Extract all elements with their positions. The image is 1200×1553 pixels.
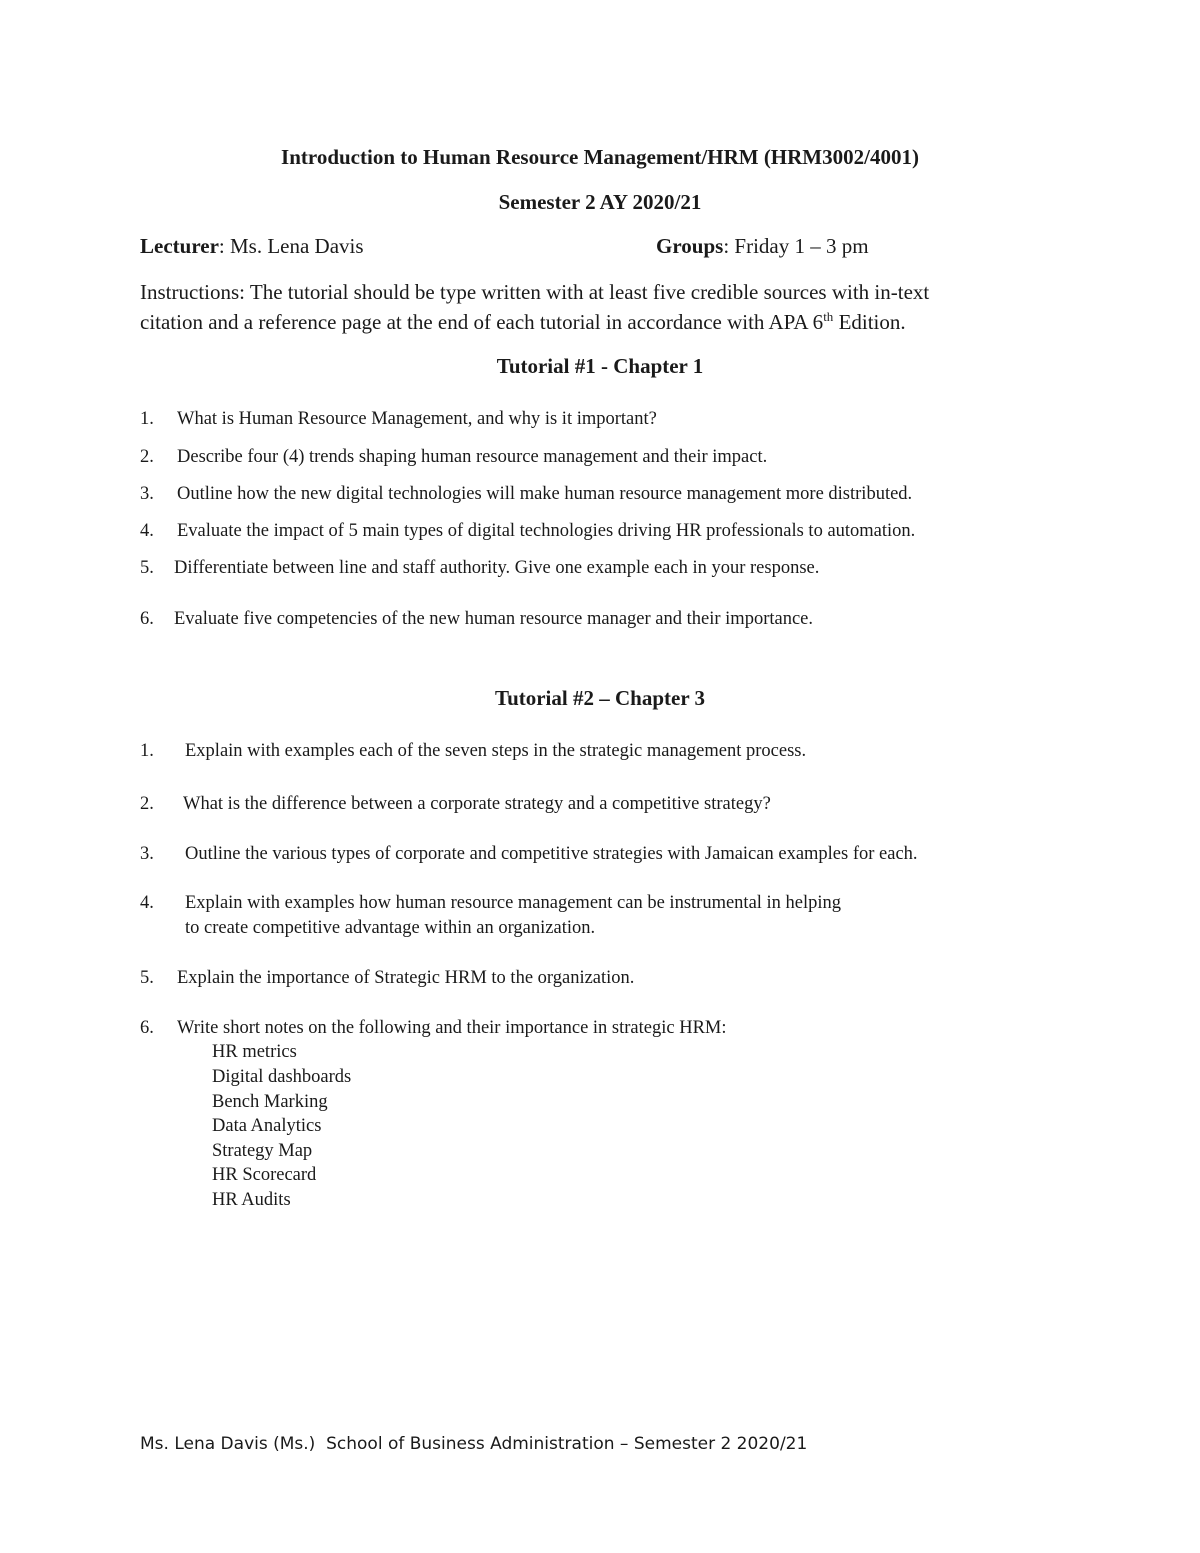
list-item (140, 558, 820, 579)
instructions-line-1: Instructions: The tutorial should be type written with at least five credible sources with in-text (140, 280, 930, 304)
document-title: Introduction to Human Resource Management/HRM (HRM3002/4001) (281, 145, 919, 169)
list-item (140, 741, 807, 762)
item-number: 3. (140, 844, 154, 864)
list-item (140, 844, 918, 865)
item-text: Explain the importance of Strategic HRM to the organization. (177, 968, 635, 988)
sub-item: Digital dashboards (212, 1067, 352, 1087)
sub-item: Strategy Map (212, 1141, 313, 1161)
item-text: Write short notes on the following and their importance in strategic HRM: (177, 1018, 727, 1038)
item-number: 6. (140, 609, 154, 629)
groups-label: Groups (656, 234, 724, 258)
item-number: 6. (140, 1018, 154, 1038)
instructions-superscript: th (823, 309, 834, 324)
sub-item: HR Scorecard (212, 1165, 317, 1185)
item-text: Explain with examples each of the seven steps in the strategic management process. (185, 741, 807, 761)
sub-item: Bench Marking (212, 1092, 328, 1112)
item-text: Outline the various types of corporate and competitive strategies with Jamaican examples for each. (185, 844, 918, 864)
sub-item: HR Audits (212, 1190, 291, 1210)
item-number: 1. (140, 409, 154, 429)
item-text: Explain with examples how human resource management can be instrumental in helping (185, 893, 842, 913)
item-text: Differentiate between line and staff authority. Give one example each in your response. (174, 558, 820, 578)
list-item (140, 968, 635, 989)
item-text: Outline how the new digital technologies will make human resource management more distributed. (177, 484, 913, 504)
list-item (140, 794, 771, 815)
tutorial-1-heading: Tutorial #1 - Chapter 1 (496, 354, 704, 378)
list-item (140, 409, 657, 430)
item-number: 4. (140, 521, 154, 541)
item-number: 5. (140, 968, 154, 988)
item-text: Evaluate the impact of 5 main types of digital technologies driving HR professionals to automation. (177, 521, 916, 541)
page-footer: Ms. Lena Davis (Ms.) School of Business Administration – Semester 2 2020/21 (140, 1434, 808, 1454)
list-item (140, 484, 913, 505)
instructions-line-2 (140, 310, 906, 335)
instructions-text: citation and a reference page at the end of each tutorial in accordance with APA 6 (140, 310, 824, 334)
groups-line (656, 234, 869, 259)
item-number: 5. (140, 558, 154, 578)
lecturer-value: : Ms. Lena Davis (218, 234, 364, 258)
item-number: 1. (140, 741, 154, 761)
lecturer-line (140, 234, 364, 259)
item-number: 2. (140, 794, 154, 814)
tutorial-2-heading: Tutorial #2 – Chapter 3 (494, 686, 706, 710)
item-text: What is the difference between a corporate strategy and a competitive strategy? (183, 794, 771, 814)
item-text: Describe four (4) trends shaping human resource management and their impact. (177, 447, 768, 467)
list-item (140, 893, 842, 938)
sub-item: HR metrics (212, 1042, 297, 1062)
item-text: What is Human Resource Management, and why is it important? (177, 409, 657, 429)
list-item (140, 521, 916, 542)
sub-item: Data Analytics (212, 1116, 322, 1136)
semester-line: Semester 2 AY 2020/21 (498, 190, 702, 214)
list-item (140, 1018, 727, 1039)
item-number: 3. (140, 484, 154, 504)
groups-value: : Friday 1 – 3 pm (723, 234, 869, 258)
item-text-continued: to create competitive advantage within an organization. (185, 918, 596, 938)
item-text: Evaluate five competencies of the new human resource manager and their importance. (174, 609, 813, 629)
instructions-text-end: Edition. (833, 310, 906, 334)
item-number: 4. (140, 893, 154, 913)
list-item (140, 609, 813, 630)
list-item (140, 447, 768, 468)
lecturer-label: Lecturer (140, 234, 219, 258)
item-number: 2. (140, 447, 154, 467)
